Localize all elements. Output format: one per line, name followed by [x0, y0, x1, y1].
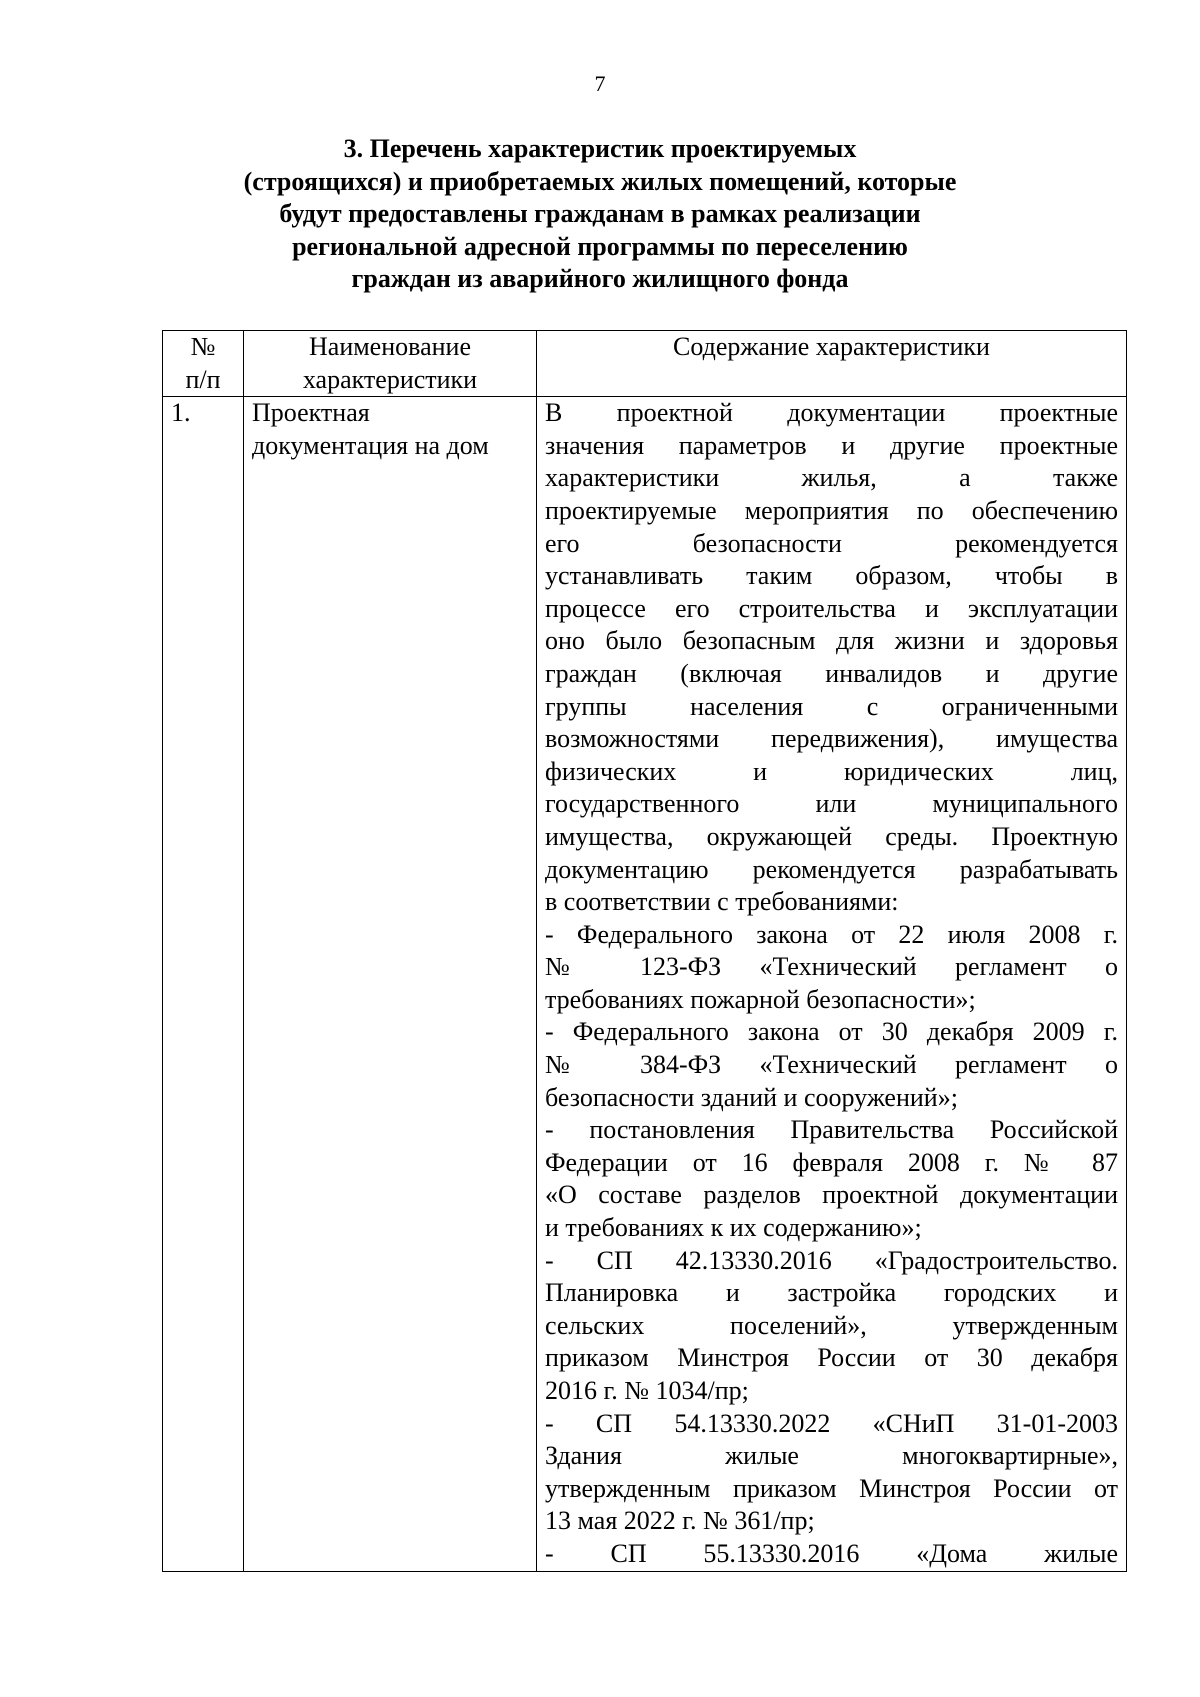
content-line: имущества, окружающей среды. Проектную — [545, 821, 1118, 851]
section-title-line: региональной адресной программы по переселению — [292, 231, 908, 261]
header-name-line1: Наименование — [309, 332, 471, 361]
content-line: устанавливать таким образом, чтобы в — [545, 561, 1118, 591]
content-line: - СП 54.13330.2022 «СНиП 31-01-2003 — [545, 1408, 1118, 1438]
content-line: требованиях пожарной безопасности»; — [545, 984, 976, 1014]
content-line: № 384-ФЗ «Технический регламент о — [545, 1050, 1118, 1080]
content-line: и требованиях к их содержанию»; — [545, 1213, 922, 1243]
header-number-line2: п/п — [185, 364, 221, 394]
header-content — [537, 331, 1127, 397]
page-number: 7 — [594, 71, 606, 96]
content-line: - Федерального закона от 30 декабря 2009 г. — [545, 1017, 1118, 1047]
content-line: характеристики жилья, а также — [545, 463, 1118, 493]
content-line: оно было безопасным для жизни и здоровья — [545, 626, 1118, 656]
content-line: - постановления Правительства Российской — [545, 1115, 1118, 1145]
row-name-line2: документация на дом — [252, 430, 489, 460]
section-title — [200, 133, 1000, 296]
content-line: в соответствии с требованиями: — [545, 887, 899, 917]
header-name-line2: характеристики — [302, 364, 478, 394]
content-line: значения параметров и другие проектные — [545, 430, 1118, 460]
content-line: В проектной документации проектные — [545, 398, 1118, 428]
content-line: - СП 42.13330.2016 «Градостроительство. — [545, 1245, 1118, 1275]
content-line: группы населения с ограниченными — [545, 691, 1118, 721]
content-line: возможностями передвижения), имущества — [545, 724, 1118, 754]
content-line: Здания жилые многоквартирные», — [545, 1441, 1118, 1471]
content-line: государственного или муниципального — [545, 789, 1118, 819]
content-line: № 123-ФЗ «Технический регламент о — [545, 952, 1118, 982]
content-line: Федерации от 16 февраля 2008 г. № 87 — [545, 1147, 1118, 1177]
header-name — [244, 331, 537, 397]
content-line: утвержденным приказом Минстроя России от — [545, 1473, 1118, 1503]
content-line: сельских поселений», утвержденным — [545, 1310, 1118, 1340]
row-name-line1: Проектная — [252, 398, 370, 428]
table-row — [163, 397, 1127, 1571]
content-line: - Федерального закона от 22 июля 2008 г. — [545, 919, 1118, 949]
characteristics-table — [162, 330, 1127, 1572]
content-line: граждан (включая инвалидов и другие — [545, 658, 1118, 688]
row-name — [244, 397, 537, 1571]
content-line: безопасности зданий и сооружений»; — [545, 1082, 958, 1112]
content-line: проектируемые мероприятия по обеспечению — [545, 495, 1118, 525]
header-number-line1: № — [190, 332, 216, 361]
content-line: его безопасности рекомендуется — [545, 528, 1118, 558]
content-line: 13 мая 2022 г. № 361/пр; — [545, 1506, 815, 1536]
content-line: документацию рекомендуется разрабатывать — [545, 854, 1118, 884]
content-line: «О составе разделов проектной документации — [545, 1180, 1118, 1210]
content-line: 2016 г. № 1034/пр; — [545, 1376, 749, 1405]
section-title-line: будут предоставлены гражданам в рамках реализации — [279, 199, 921, 228]
table-header-row — [163, 331, 1127, 397]
content-line: приказом Минстроя России от 30 декабря — [545, 1343, 1118, 1373]
section-title-line: граждан из аварийного жилищного фонда — [351, 264, 849, 293]
content-line: физических и юридических лиц, — [545, 756, 1118, 786]
header-number — [163, 331, 244, 397]
section-title-line: 3. Перечень характеристик проектируемых — [343, 134, 857, 163]
section-title-line: (строящихся) и приобретаемых жилых помещений, которые — [243, 166, 957, 196]
content-line: - СП 55.13330.2016 «Дома жилые — [545, 1538, 1118, 1568]
header-content-label: Содержание характеристики — [673, 332, 990, 361]
content-line: процессе его строительства и эксплуатации — [545, 593, 1118, 623]
row-number: 1. — [163, 397, 244, 1571]
row-content — [537, 397, 1127, 1571]
content-line: Планировка и застройка городских и — [545, 1278, 1118, 1308]
